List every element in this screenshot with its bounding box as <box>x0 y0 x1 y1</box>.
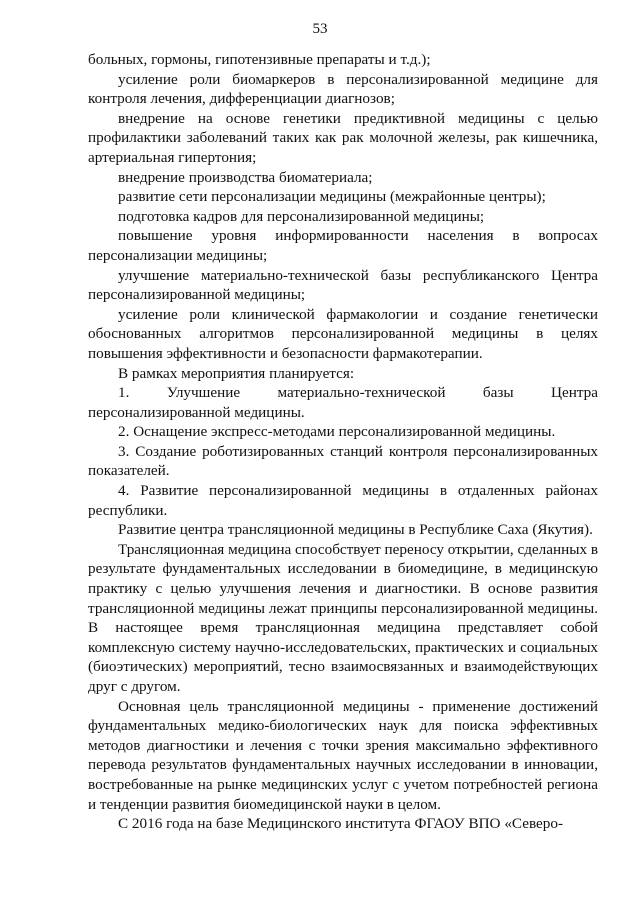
paragraph: повышение уровня информированности населения в вопросах персонализации медицины; <box>88 227 598 264</box>
body-text <box>88 50 598 834</box>
list-item: 4. Развитие персонализированной медицины в отдаленных районах республики. <box>88 482 598 519</box>
paragraph: В рамках мероприятия планируется: <box>118 364 355 382</box>
paragraph: усиление роли клинической фармакологии и создание генетически обоснованных алгоритмов персонализированной медицины в целях повышения эффективности и безопасности фармакотерапии. <box>88 305 598 362</box>
paragraph: развитие сети персонализации медицины (межрайонные центры); <box>118 188 546 206</box>
list-item: 1. Улучшение материально-технической базы Центра персонализированной медицины. <box>88 384 598 421</box>
paragraph: С 2016 года на базе Медицинского института ФГАОУ ВПО «Северо- <box>118 815 564 833</box>
paragraph: внедрение производства биоматериала; <box>118 168 373 186</box>
paragraph: усиление роли биомаркеров в персонализированной медицине для контроля лечения, дифференциации диагнозов; <box>88 70 598 108</box>
page-number: 53 <box>312 21 328 37</box>
paragraph: Основная цель трансляционной медицины - применение достижений фундаментальных медико-биологических наук для поиска эффективных методов диагностики и лечения с точки зрения максимально эффективного перевода результатов фундаментальных научных исследовании в инновации, востребованные на рынке медицинских услуг с учетом потребностей региона и тенденции развития биомедицинской науки в целом. <box>88 697 598 813</box>
list-item: 3. Создание роботизированных станций контроля персонализированных показателей. <box>88 442 598 480</box>
paragraph: Трансляционная медицина способствует переносу открытии, сделанных в результате фундаментальных исследовании в биомедицине, в медицинскую практику с целью улучшения лечения и диагностики. В основе развития трансляционной медицины лежат принципы персонализированной медицины. В настоящее время трансляционная медицина представляет собой комплексную систему научно-исследовательских, практических и социальных (биоэтических) мероприятий, тесно взаимосвязанных и взаимодействующих друг с другом. <box>88 540 598 695</box>
paragraph: внедрение на основе генетики предиктивной медицины с целью профилактики заболеваний таких как рак молочной железы, рак кишечника, артериальная гипертония; <box>88 109 598 166</box>
paragraph: подготовка кадров для персонализированной медицины; <box>118 207 485 225</box>
paragraph: улучшение материально-технической базы республиканского Центра персонализированной медицины; <box>88 266 598 304</box>
section-heading: Развитие центра трансляционной медицины в Республике Саха (Якутия). <box>118 521 593 539</box>
paragraph: больных, гормоны, гипотензивные препараты и т.д.); <box>88 51 431 68</box>
list-item: 2. Оснащение экспресс-методами персонализированной медицины. <box>118 423 556 441</box>
